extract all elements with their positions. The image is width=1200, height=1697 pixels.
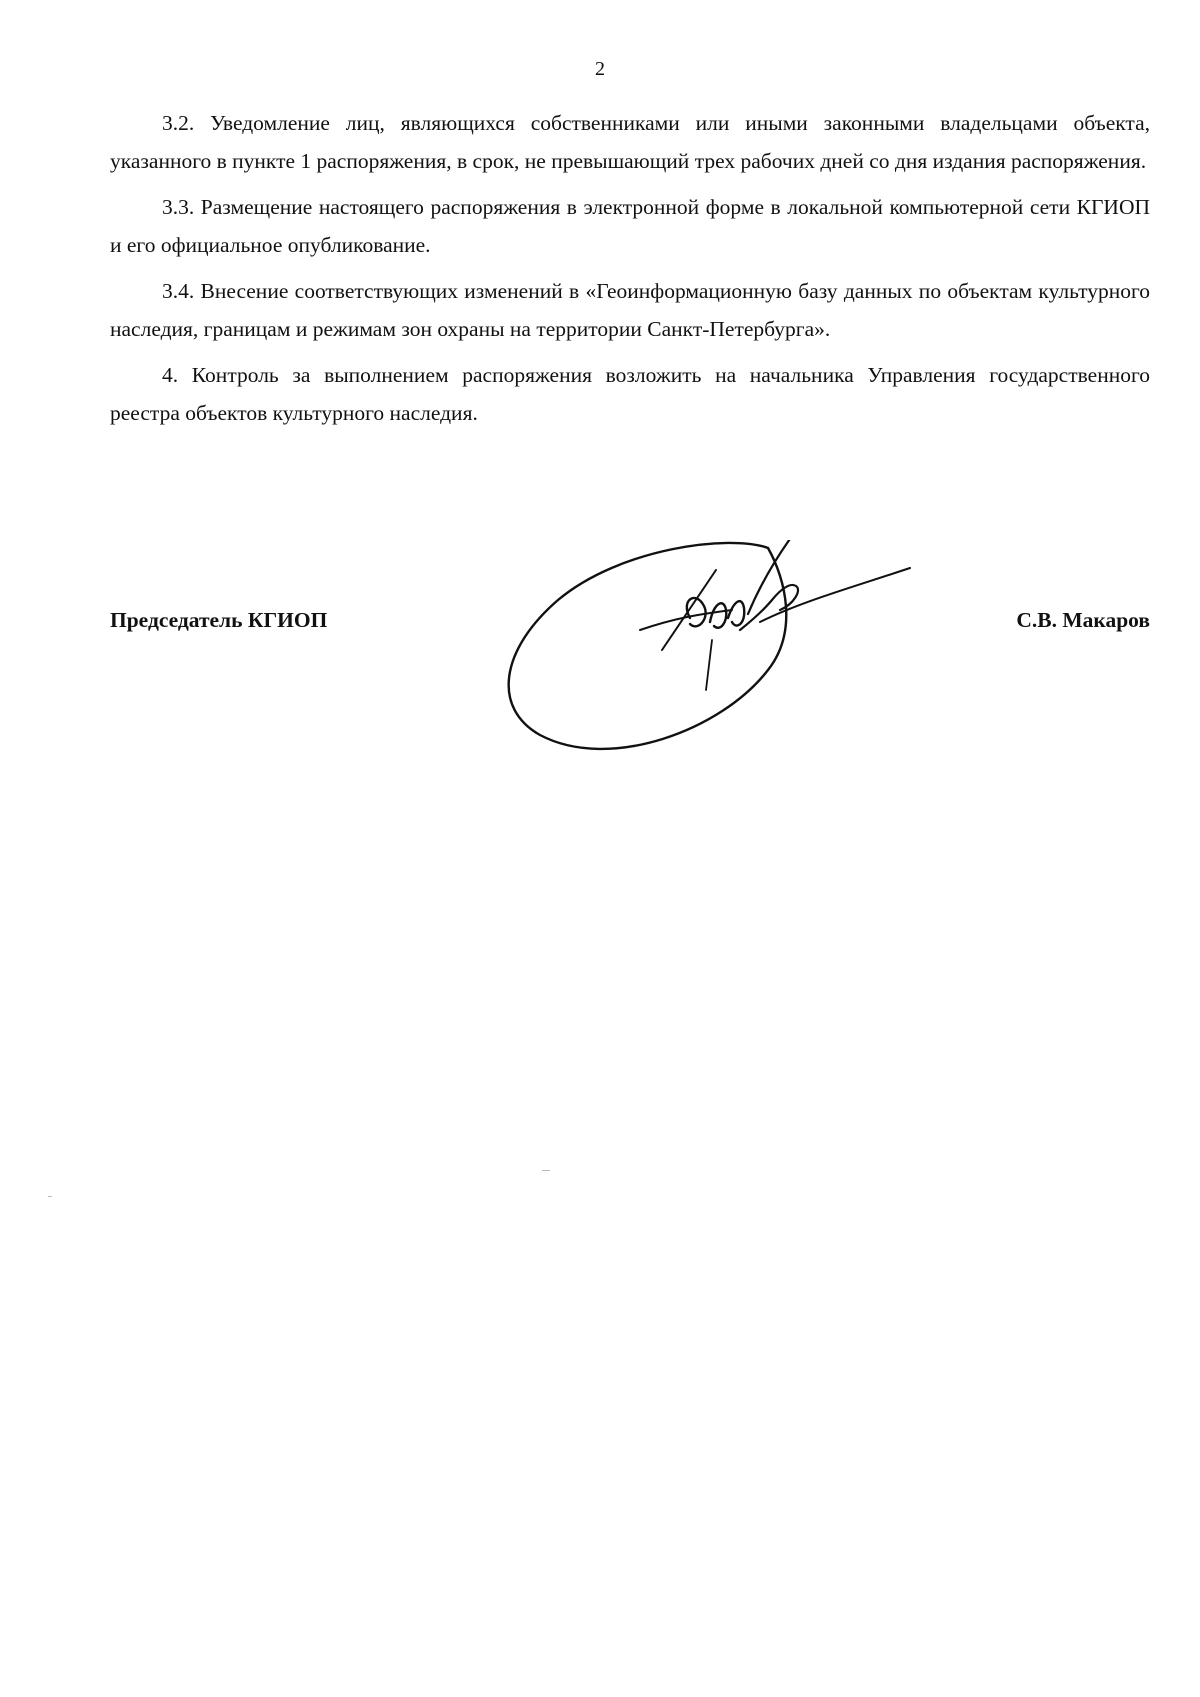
scan-speck xyxy=(542,1170,550,1171)
handwritten-signature xyxy=(500,540,940,760)
paragraph-4: 4. Контроль за выполнением распоряжения возложить на начальника Управления государственного реестра объектов культурного наследия. xyxy=(110,363,1150,425)
page-number: 2 xyxy=(595,58,605,80)
signer-title: Председатель КГИОП xyxy=(110,608,328,632)
paragraph-3-3: 3.3. Размещение настоящего распоряжения в электронной форме в локальной компьютерной сети КГИОП и его официальное опубликование. xyxy=(110,195,1150,257)
document-body xyxy=(110,104,1150,440)
paragraph-3-2: 3.2. Уведомление лиц, являющихся собственниками или иными законными владельцами объекта, указанного в пункте 1 распоряжения, в срок, не превышающий трех рабочих дней со дня издания распоряжения. xyxy=(110,111,1150,173)
signer-name: С.В. Макаров xyxy=(1016,608,1150,632)
paragraph-3-4: 3.4. Внесение соответствующих изменений в «Геоинформационную базу данных по объектам культурного наследия, границам и режимам зон охраны на территории Санкт-Петербурга». xyxy=(110,279,1150,341)
scan-speck xyxy=(48,1196,52,1197)
